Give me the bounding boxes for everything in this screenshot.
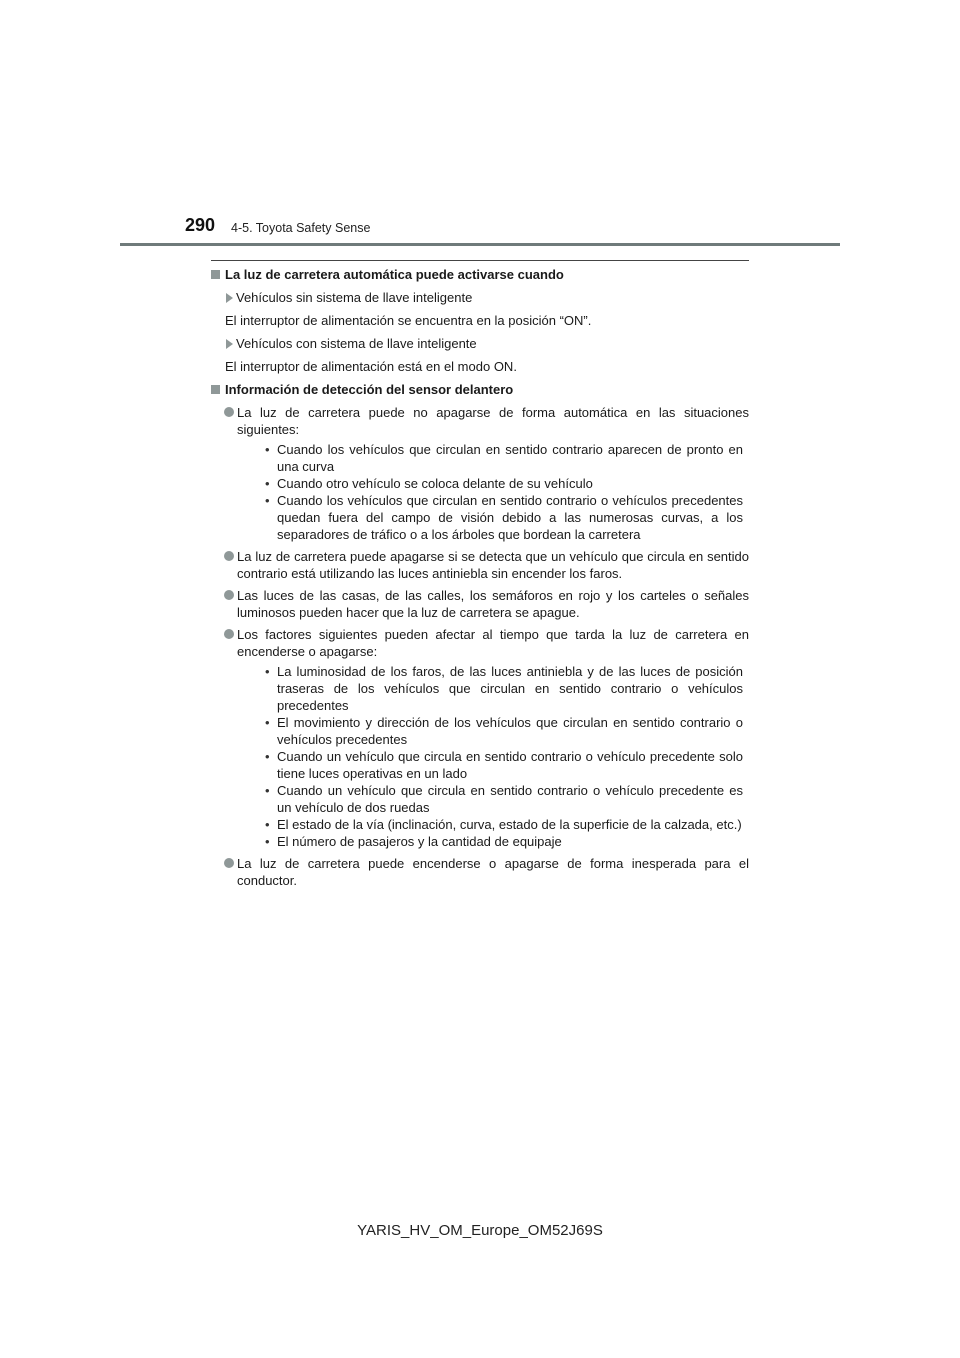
section-title: 4-5. Toyota Safety Sense xyxy=(231,221,371,235)
paragraph: El interruptor de alimentación está en el modo ON. xyxy=(225,359,517,374)
dot-mark-icon: • xyxy=(265,834,270,849)
dot-mark-icon: • xyxy=(265,783,270,798)
sub-item-text: Cuando los vehículos que circulan en sentido contrario o vehículos precedentes quedan fuera del campo de visión debido a las numerosas curvas, a los separadores de tráfico o a los árboles que bordean la carretera xyxy=(277,493,743,542)
circle-bullet-icon xyxy=(224,407,234,417)
sub-item-text: La luminosidad de los faros, de las luces antiniebla y de las luces de posición traseras de los vehículos que circulan en sentido contrario o vehículos precedentes xyxy=(277,664,743,713)
section-heading xyxy=(211,381,749,398)
triangle-arrow-icon xyxy=(226,339,233,349)
circle-bullet-icon xyxy=(224,590,234,600)
page-content xyxy=(211,266,749,894)
square-bullet-icon xyxy=(211,385,220,394)
dot-mark-icon: • xyxy=(265,817,270,832)
sub-item xyxy=(237,782,743,816)
sub-item-text: El movimiento y dirección de los vehículos que circulan en sentido contrario o vehículos precedentes xyxy=(277,715,743,747)
paragraph: El interruptor de alimentación se encuentra en la posición “ON”. xyxy=(225,313,592,328)
bullet-item xyxy=(211,404,749,543)
sub-item-text: El estado de la vía (inclinación, curva, estado de la superficie de la calzada, etc.) xyxy=(277,817,742,832)
sub-item-text: Cuando un vehículo que circula en sentido contrario o vehículo precedente es un vehículo de dos ruedas xyxy=(277,783,743,815)
sub-item xyxy=(237,492,743,543)
condition-text: Vehículos con sistema de llave inteligente xyxy=(236,336,477,351)
sub-item-text: Cuando los vehículos que circulan en sentido contrario aparecen de pronto en una curva xyxy=(277,442,743,474)
triangle-arrow-icon xyxy=(226,293,233,303)
sub-list xyxy=(237,663,749,850)
dot-mark-icon: • xyxy=(265,664,270,679)
circle-bullet-icon xyxy=(224,551,234,561)
bullet-item xyxy=(211,587,749,621)
bullet-text: Las luces de las casas, de las calles, los semáforos en rojo y los carteles o señales luminosos pueden hacer que la luz de carretera se apague. xyxy=(237,588,749,620)
footer-doc-code: YARIS_HV_OM_Europe_OM52J69S xyxy=(357,1222,603,1239)
dot-mark-icon: • xyxy=(265,715,270,730)
sub-list xyxy=(237,441,749,543)
condition-text: Vehículos sin sistema de llave inteligente xyxy=(236,290,473,305)
bullet-item xyxy=(211,548,749,582)
condition-line xyxy=(211,335,749,352)
dot-mark-icon: • xyxy=(265,442,270,457)
circle-bullet-icon xyxy=(224,858,234,868)
sub-item xyxy=(237,748,743,782)
bullet-text: La luz de carretera puede apagarse si se detecta que un vehículo que circula en sentido contrario está utilizando las luces antiniebla sin encender los faros. xyxy=(237,549,749,581)
dot-mark-icon: • xyxy=(265,493,270,508)
bullet-text: La luz de carretera puede encenderse o apagarse de forma inesperada para el conductor. xyxy=(237,856,749,888)
dot-mark-icon: • xyxy=(265,476,270,491)
bullet-item xyxy=(211,626,749,850)
square-bullet-icon xyxy=(211,270,220,279)
sub-item xyxy=(237,714,743,748)
bullet-text: Los factores siguientes pueden afectar al tiempo que tarda la luz de carretera en encenderse o apagarse: xyxy=(237,627,749,659)
bullet-item xyxy=(211,855,749,889)
section-heading-text: La luz de carretera automática puede activarse cuando xyxy=(225,267,564,282)
bullet-text: La luz de carretera puede no apagarse de forma automática en las situaciones siguientes: xyxy=(237,405,749,437)
section-heading xyxy=(211,266,749,283)
header-divider xyxy=(120,243,840,246)
sub-item xyxy=(237,816,743,833)
page-number: 290 xyxy=(185,215,216,235)
sub-item-text: Cuando un vehículo que circula en sentido contrario o vehículo precedente solo tiene luces operativas en un lado xyxy=(277,749,743,781)
sub-item xyxy=(237,833,743,850)
sub-item xyxy=(237,663,743,714)
condition-line xyxy=(211,289,749,306)
sub-item-text: El número de pasajeros y la cantidad de equipaje xyxy=(277,834,562,849)
dot-mark-icon: • xyxy=(265,749,270,764)
sub-item xyxy=(237,441,743,475)
content-divider xyxy=(211,260,749,261)
section-heading-text: Información de detección del sensor delantero xyxy=(225,382,514,397)
circle-bullet-icon xyxy=(224,629,234,639)
sub-item xyxy=(237,475,743,492)
sub-item-text: Cuando otro vehículo se coloca delante de su vehículo xyxy=(277,476,593,491)
